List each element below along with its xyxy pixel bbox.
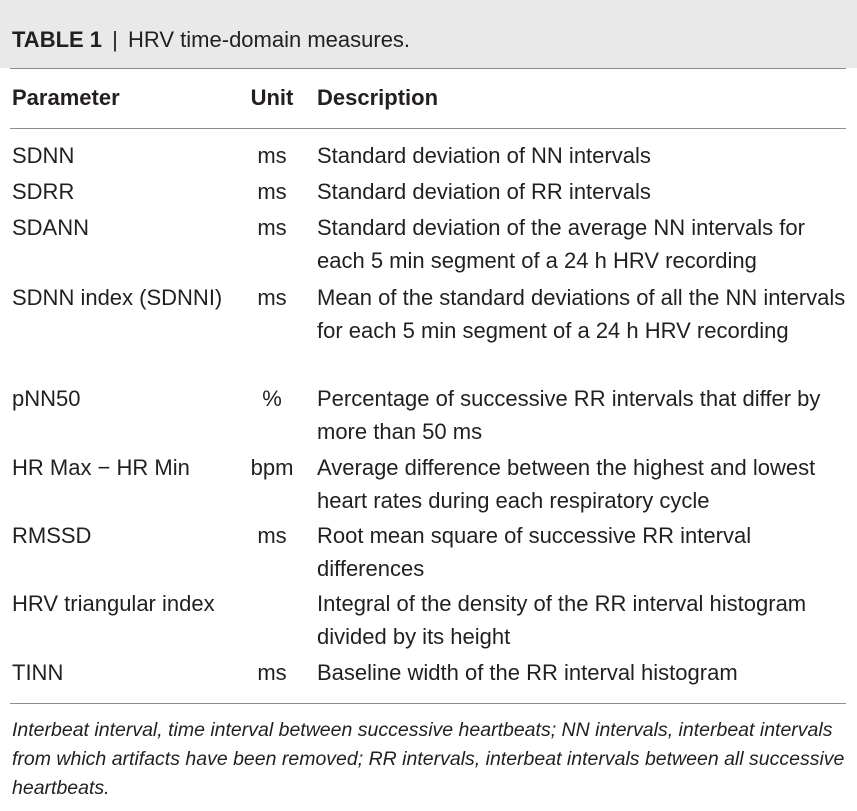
row-hrv-triangular-description: Integral of the density of the RR interval histogram divided by its height — [317, 591, 807, 649]
row-sdnn-description: Standard deviation of NN intervals — [317, 143, 651, 168]
caption-separator: | — [112, 27, 118, 52]
row-hr-max-min-unit: bpm — [250, 455, 294, 480]
row-tinn-description: Baseline width of the RR interval histogram — [317, 660, 738, 685]
row-sdann-parameter: SDANN — [12, 215, 90, 240]
header-parameter: Parameter — [12, 85, 120, 110]
row-sdnn-unit: ms — [257, 143, 287, 168]
row-pnn50-parameter: pNN50 — [12, 386, 81, 411]
row-pnn50-unit: % — [262, 386, 282, 411]
row-hrv-triangular-parameter: HRV triangular index — [12, 591, 215, 616]
row-tinn-unit: ms — [257, 660, 287, 685]
top-rule — [10, 68, 846, 69]
header-unit: Unit — [250, 85, 294, 110]
row-sdann-description: Standard deviation of the average NN intervals for each 5 min segment of a 24 h HRV recording — [317, 215, 805, 273]
header-rule — [10, 128, 846, 129]
row-sdrr-unit: ms — [257, 179, 287, 204]
row-sdrr-parameter: SDRR — [12, 179, 75, 204]
row-rmssd-unit: ms — [257, 523, 287, 548]
row-hr-max-min-parameter: HR Max − HR Min — [12, 455, 190, 480]
row-sdnni-parameter: SDNN index (SDNNI) — [12, 285, 223, 310]
row-tinn-parameter: TINN — [12, 660, 64, 685]
bottom-rule — [10, 703, 846, 704]
table-footnote: Interbeat interval, time interval between successive heartbeats; NN intervals, interbeat intervals from which artifacts have been removed; RR intervals, interbeat intervals between all successive heartbeats. — [12, 719, 845, 799]
row-sdnn-parameter: SDNN — [12, 143, 75, 168]
row-rmssd-parameter: RMSSD — [12, 523, 92, 548]
row-rmssd-description: Root mean square of successive RR interval differences — [317, 523, 752, 581]
table-title: HRV time-domain measures. — [128, 27, 411, 52]
table-caption — [12, 26, 410, 54]
row-sdnni-unit: ms — [257, 285, 287, 310]
row-pnn50-description: Percentage of successive RR intervals that differ by more than 50 ms — [317, 386, 821, 444]
header-description: Description — [317, 85, 439, 110]
row-sdnni-description: Mean of the standard deviations of all the NN intervals for each 5 min segment of a 24 h HRV recording — [317, 285, 846, 343]
row-sdrr-description: Standard deviation of RR intervals — [317, 179, 651, 204]
row-hr-max-min-description: Average difference between the highest and lowest heart rates during each respiratory cycle — [317, 455, 816, 513]
row-sdann-unit: ms — [257, 215, 287, 240]
table-number: TABLE 1 — [12, 27, 103, 52]
